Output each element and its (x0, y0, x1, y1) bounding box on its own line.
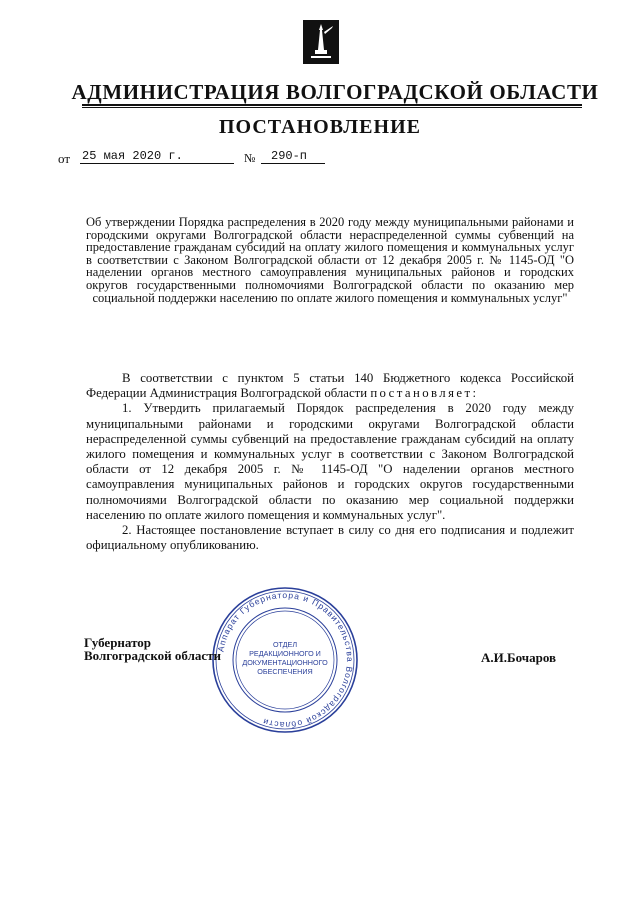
stamp-outer-text: Аппарат Губернатора и Правительства Волгоградской области (215, 589, 356, 731)
item-2-paragraph: 2. Настоящее постановление вступает в силу со дня его подписания и подлежит официальному опубликованию. (86, 523, 574, 553)
header-divider (82, 104, 582, 106)
signer-name: А.И.Бочаров (481, 650, 557, 665)
preamble-text: В соответствии с пунктом 5 статьи 140 Бюджетного кодекса Российской Федерации Администрация Волгоградской области (86, 371, 574, 401)
document-number: 290-п (271, 149, 308, 163)
stamp-line-2: РЕДАКЦИОННОГО И (249, 649, 321, 658)
signer-position-line-1: Губернатор (84, 635, 152, 650)
date-underline (80, 163, 234, 164)
preamble-paragraph (86, 371, 574, 401)
document-subject: Об утверждении Порядка распределения в 2020 году между муниципальными районами и городскими округами Волгоградской области нераспределенной суммы субвенций на предоставление гражданам субсидий на оплату жилого помещения и коммунальных услуг в соответствии с Законом Волгоградской области от 12 декабря 2005 г. № 1145-ОД "О наделении органов местного самоуправления муниципальных районов и городских округов государственными полномочиями Волгоградской области по оказанию мер социальной поддержки населению по оплате жилого помещения и коммунальных услуг" (86, 215, 574, 305)
document-date: 25 мая 2020 г. (82, 149, 183, 163)
stamp-line-1: ОТДЕЛ (272, 640, 298, 649)
stamp-line-4: ОБЕСПЕЧЕНИЯ (257, 667, 313, 676)
header-divider-thin (82, 107, 582, 108)
document-body (86, 371, 574, 553)
signer-position-line-2: Волгоградской области (84, 648, 222, 663)
official-stamp (210, 585, 360, 735)
organization-title: АДМИНИСТРАЦИЯ ВОЛГОГРАДСКОЙ ОБЛАСТИ (71, 80, 599, 104)
date-label: от (58, 151, 71, 166)
volgograd-coat-of-arms-icon (303, 20, 339, 64)
signer-position (84, 636, 221, 662)
stamp-line-3: ДОКУМЕНТАЦИОННОГО (242, 658, 328, 667)
document-meta (58, 149, 358, 167)
document-type: ПОСТАНОВЛЕНИЕ (219, 116, 421, 138)
decree-word: постановляет: (370, 386, 479, 401)
number-underline (261, 163, 325, 164)
number-label: № (244, 151, 256, 165)
item-1-paragraph: 1. Утвердить прилагаемый Порядок распределения в 2020 году между муниципальными районами и городскими округами Волгоградской области нераспределенной суммы субвенций на предоставление гражданам субсидий на оплату жилого помещения и коммунальных услуг в соответствии с Законом Волгоградской области от 12 декабря 2005 г. № 1145-ОД "О наделении органов местного самоуправления муниципальных районов и городских округов государственными полномочиями Волгоградской области по оказанию мер социальной поддержки населению по оплате жилого помещения и коммунальных услуг". (86, 401, 574, 522)
